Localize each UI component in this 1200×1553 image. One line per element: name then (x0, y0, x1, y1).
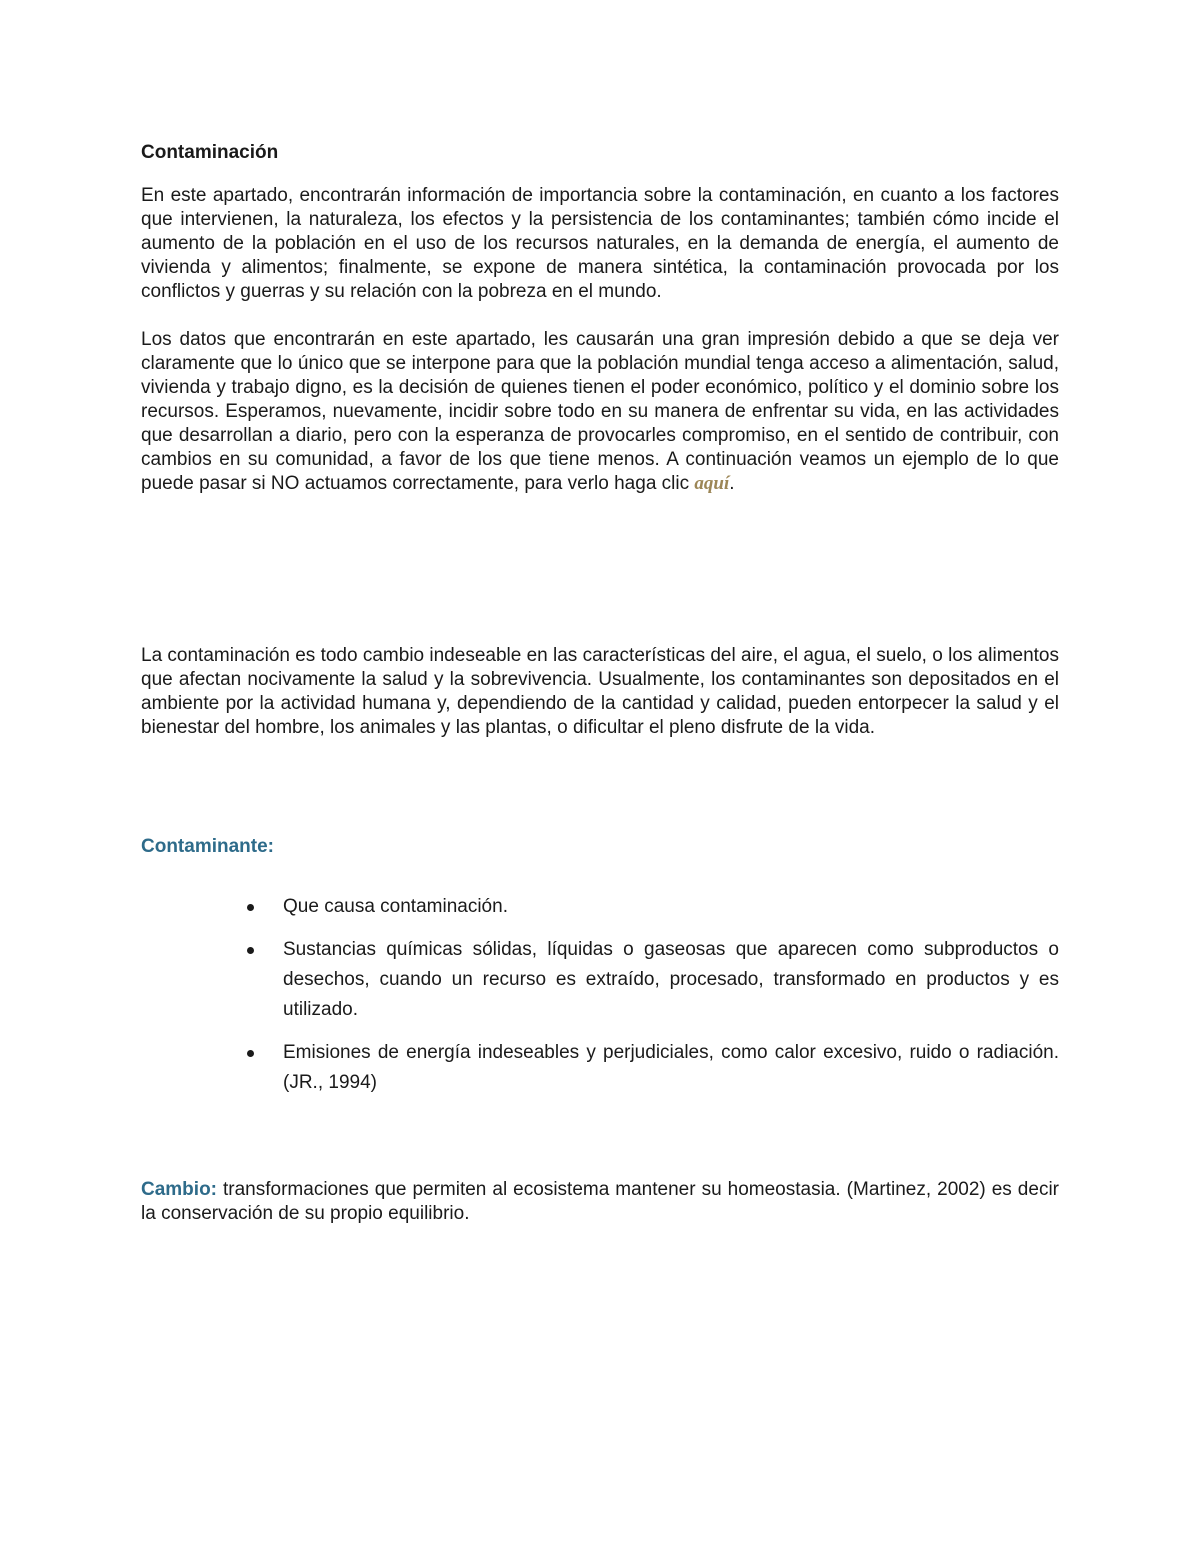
aqui-link[interactable]: aquí (694, 473, 730, 494)
list-item (283, 1038, 1059, 1098)
cambio-term: Cambio: (141, 1179, 217, 1200)
list-item-text: Sustancias químicas sólidas, líquidas o gaseosas que aparecen como subproductos o desechos, cuando un recurso es extraído, procesado, transformado en productos y es utilizado. (283, 939, 1059, 1020)
list-item-text: Que causa contaminación. (283, 896, 508, 917)
bullet-icon (247, 1050, 254, 1057)
cambio-text: transformaciones que permiten al ecosistema mantener su homeostasia. (Martinez, 2002) es decir la conservación de su propio equilibrio. (141, 1179, 1059, 1224)
list-item (283, 892, 1059, 922)
list-item-text: Emisiones de energía indeseables y perjudiciales, como calor excesivo, ruido o radiación. (JR., 1994) (283, 1042, 1059, 1093)
contaminante-list (141, 892, 1059, 1098)
contaminante-heading: Contaminante: (141, 836, 274, 857)
definition-paragraph: La contaminación es todo cambio indeseable en las características del aire, el agua, el suelo, o los alimentos que afectan nocivamente la salud y la sobrevivencia. Usualmente, los contaminantes son depositados en el ambiente por la actividad humana y, dependiendo de la cantidad y calidad, pueden entorpecer la salud y el bienestar del hombre, los animales y las plantas, o dificultar el pleno disfrute de la vida. (141, 645, 1059, 738)
document-title: Contaminación (141, 142, 279, 163)
bullet-icon (247, 904, 254, 911)
data-paragraph (141, 328, 1059, 496)
document-page (141, 141, 1059, 1226)
bullet-icon (247, 947, 254, 954)
cambio-paragraph (141, 1178, 1059, 1226)
intro-paragraph: En este apartado, encontrarán información de importancia sobre la contaminación, en cuanto a los factores que intervienen, la naturaleza, los efectos y la persistencia de los contaminantes; también cómo incide el aumento de la población en el uso de los recursos naturales, en la demanda de energía, el aumento de vivienda y alimentos; finalmente, se expone de manera sintética, la contaminación provocada por los conflictos y guerras y su relación con la pobreza en el mundo. (141, 185, 1059, 302)
data-paragraph-end: . (729, 473, 735, 494)
data-paragraph-text: Los datos que encontrarán en este apartado, les causarán una gran impresión debido a que se deja ver claramente que lo único que se interpone para que la población mundial tenga acceso a alimentación, salud, vivienda y trabajo digno, es la decisión de quienes tienen el poder económico, político y el dominio sobre los recursos. Esperamos, nuevamente, incidir sobre todo en su manera de enfrentar su vida, en las actividades que desarrollan a diario, pero con la esperanza de provocarles compromiso, en el sentido de contribuir, con cambios en su comunidad, a favor de los que tiene menos. A continuación veamos un ejemplo de lo que puede pasar si NO actuamos correctamente, para verlo haga clic (141, 329, 1059, 494)
list-item (283, 935, 1059, 1025)
